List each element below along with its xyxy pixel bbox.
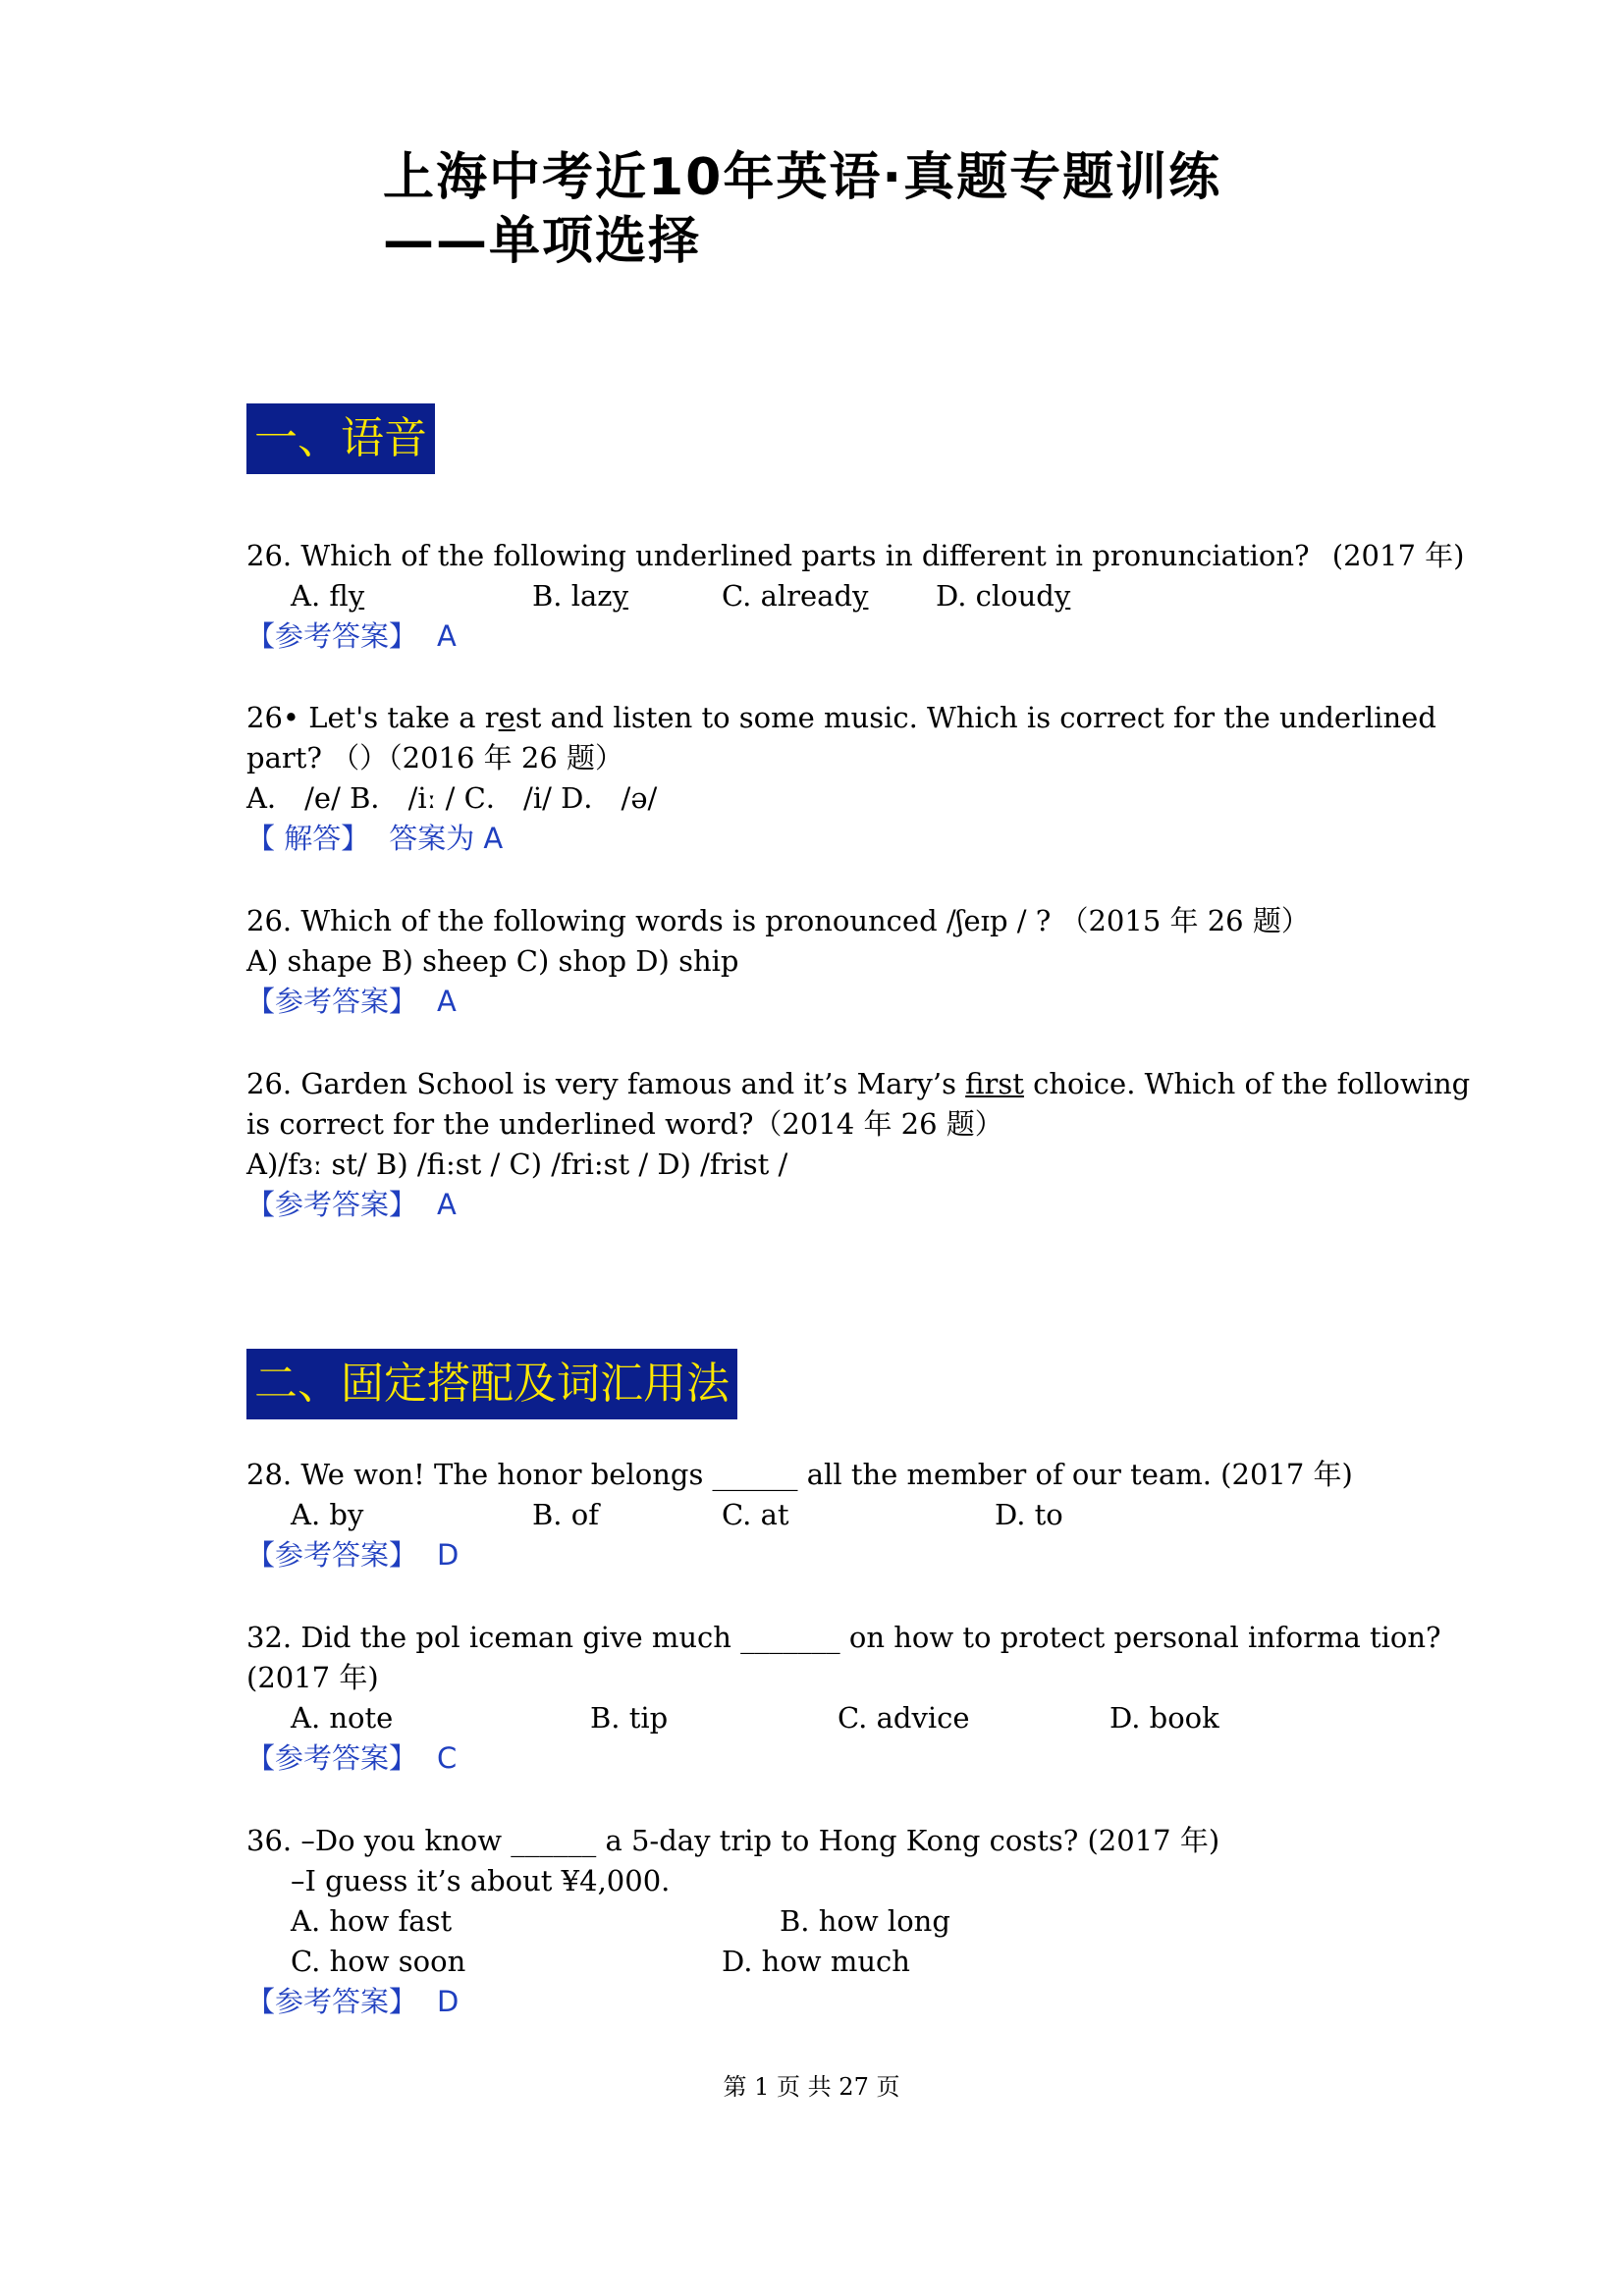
question-5-line1: 28. We won! The honor belongs ______ all the member of our team. (2017 年)	[246, 1458, 1353, 1491]
q7-option-b: B. how long	[780, 1904, 950, 1938]
section-heading-phonetics: 一、语音	[246, 403, 435, 474]
question-1-year: (2017 年)	[1331, 539, 1465, 572]
q1-option-d: D. cloudy	[936, 579, 1071, 613]
q1-option-a: A. fly	[291, 579, 365, 613]
q7-option-d: D. how much	[722, 1945, 910, 1978]
question-4-line2: is correct for the underlined word?（2014 年 26 题）	[246, 1107, 1003, 1141]
question-4-options: A)/fɜː st/ B) /fi:st / C) /fri:st / D) /frist /	[246, 1148, 788, 1181]
question-2-line1: 26• Let's take a rest and listen to some music. Which is correct for the underlined	[246, 701, 1436, 734]
doc-title-line2: ——单项选择	[383, 212, 702, 271]
q6-answer: 【参考答案】 C	[246, 1741, 458, 1775]
q6-option-a: A. note	[291, 1701, 394, 1735]
question-7-line1: 36. –Do you know ______ a 5-day trip to Hong Kong costs? (2017 年)	[246, 1824, 1220, 1857]
q6-option-b: B. tip	[590, 1701, 669, 1735]
question-3-line1: 26. Which of the following words is pronounced /ʃeɪp / ? （2015 年 26 题）	[246, 904, 1310, 937]
q2-answer: 【 解答】 答案为 A	[246, 822, 504, 855]
q5-option-b: B. of	[532, 1498, 599, 1531]
question-6-line2: (2017 年)	[246, 1661, 379, 1694]
q6-option-d: D. book	[1109, 1701, 1219, 1735]
q1-answer: 【参考答案】 A	[246, 619, 457, 653]
question-6-line1: 32. Did the pol iceman give much _______ on how to protect personal informa tion?	[246, 1621, 1441, 1654]
q5-option-a: A. by	[291, 1498, 364, 1531]
q5-option-c: C. at	[722, 1498, 789, 1531]
question-2-options: A． /e/ B． /iː / C． /i/ D． /ə/	[246, 781, 658, 815]
q1-option-b: B. lazy	[532, 579, 628, 613]
question-4-line1: 26. Garden School is very famous and it’s Mary’s first choice. Which of the following	[246, 1067, 1471, 1100]
q7-option-c: C. how soon	[291, 1945, 466, 1978]
q4-answer: 【参考答案】 A	[246, 1188, 457, 1221]
question-1-text: 26. Which of the following underlined parts in different in pronunciation?	[246, 539, 1310, 572]
question-2-line2: part? （）（2016 年 26 题）	[246, 741, 623, 774]
q7-option-a: A. how fast	[291, 1904, 453, 1938]
q5-option-d: D. to	[995, 1498, 1063, 1531]
question-7-line2: –I guess it’s about ¥4,000.	[291, 1864, 671, 1897]
page-footer: 第 1 页 共 27 页	[723, 2073, 900, 2101]
q7-answer: 【参考答案】 D	[246, 1985, 460, 2018]
doc-title-line1: 上海中考近10年英语·真题专题训练	[383, 148, 1222, 207]
question-3-options: A) shape B) sheep C) shop D) ship	[246, 944, 739, 978]
section-heading-collocations: 二、固定搭配及词汇用法	[246, 1349, 737, 1419]
q5-answer: 【参考答案】 D	[246, 1538, 460, 1572]
q6-option-c: C. advice	[838, 1701, 970, 1735]
q3-answer: 【参考答案】 A	[246, 985, 457, 1018]
question-1-stem	[246, 536, 1464, 575]
q1-option-c: C. already	[722, 579, 869, 613]
